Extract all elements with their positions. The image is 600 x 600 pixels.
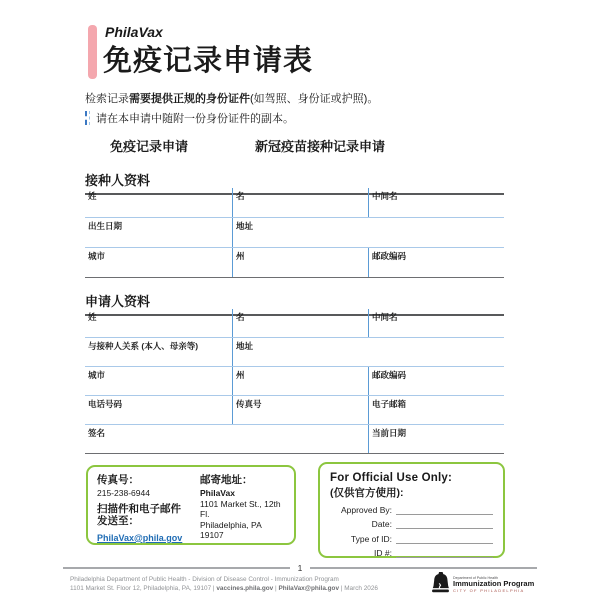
field-applicant-city[interactable] (85, 367, 232, 395)
type-of-id-label: Type of ID: (350, 533, 392, 544)
field-patient-address[interactable] (232, 218, 504, 247)
official-use-title-en: For Official Use Only: (330, 472, 452, 484)
table-row (85, 188, 504, 218)
field-patient-city[interactable] (85, 248, 232, 277)
logo-city: CITY OF PHILADELPHIA (453, 588, 525, 594)
immunization-program-logo (432, 572, 534, 598)
id-requirement-text (85, 90, 378, 106)
field-patient-middle-name[interactable] (368, 188, 504, 217)
brand-accent-bar (88, 25, 97, 79)
field-label: 邮政编码 (372, 370, 407, 380)
logo-text (453, 576, 534, 593)
field-patient-last-name[interactable] (85, 188, 232, 217)
type-of-id-input-line[interactable] (396, 529, 493, 544)
footer-text (70, 575, 378, 594)
field-label: 名 (236, 191, 245, 201)
logo-program: Immunization Program (453, 579, 535, 589)
field-label: 城市 (88, 251, 106, 261)
field-patient-zip[interactable] (368, 248, 504, 277)
rule-left (63, 567, 290, 569)
option-immunization-record[interactable]: 免疫记录申请 (110, 139, 189, 154)
table-row (85, 309, 504, 338)
field-applicant-zip[interactable] (368, 367, 504, 395)
field-applicant-first-name[interactable] (232, 309, 368, 337)
field-applicant-middle-name[interactable] (368, 309, 504, 337)
field-label: 城市 (88, 370, 106, 380)
patient-table (85, 188, 504, 278)
attach-copy-row (85, 110, 294, 126)
rule-right (310, 567, 537, 569)
section-title-patient: 接种人资料 (85, 170, 504, 195)
field-current-date[interactable] (368, 425, 504, 453)
official-field-row (330, 500, 493, 515)
footer-line1: Philadelphia Department of Public Health - Division of Disease Control - Immunization Program (70, 576, 339, 583)
table-row (85, 396, 504, 425)
field-label: 中间名 (372, 191, 398, 201)
field-label: 姓 (88, 191, 97, 201)
field-label: 传真号 (236, 399, 262, 409)
official-use-title-zh: (仅供官方使用): (330, 487, 404, 499)
official-use-box (318, 462, 505, 558)
contact-info-box (86, 465, 296, 545)
field-label: 姓 (88, 312, 97, 322)
footer-separator: | (273, 585, 279, 593)
field-applicant-fax[interactable] (232, 396, 368, 424)
field-applicant-relationship[interactable] (85, 338, 232, 366)
requirement-normal: 检索记录 (85, 93, 129, 105)
field-applicant-signature[interactable] (85, 425, 368, 453)
option-covid-vaccine-record[interactable]: 新冠疫苗接种记录申请 (255, 139, 386, 154)
footer-line2 (70, 584, 378, 593)
approved-by-label: Approved By: (340, 504, 392, 515)
footer-website-link[interactable]: vaccines.phila.gov (216, 585, 274, 593)
liberty-bell-icon (432, 572, 449, 598)
field-applicant-last-name[interactable] (85, 309, 232, 337)
field-label: 邮政编码 (372, 251, 407, 261)
field-patient-dob[interactable] (85, 218, 232, 247)
contact-mail-column (200, 474, 285, 540)
field-label: 名 (236, 312, 245, 322)
applicant-table (85, 309, 504, 454)
official-field-row (330, 515, 493, 530)
table-row (85, 367, 504, 396)
mail-address-line2: Philadelphia, PA 19107 (200, 519, 262, 540)
field-label: 中间名 (372, 312, 398, 322)
footer-date: | March 2026 (339, 585, 378, 593)
requirement-rest: (如驾照、身份证或护照)。 (250, 93, 379, 105)
field-applicant-phone[interactable] (85, 396, 232, 424)
field-applicant-email[interactable] (368, 396, 504, 424)
page-number: 1 (297, 563, 303, 573)
field-patient-state[interactable] (232, 248, 368, 277)
date-label: Date: (371, 519, 392, 529)
contact-fax-column (97, 474, 191, 543)
brand-name: PhilaVax (105, 24, 163, 40)
mail-address-label: 邮寄地址： (200, 474, 253, 486)
official-field-row (330, 529, 493, 544)
field-applicant-state[interactable] (232, 367, 368, 395)
table-row (85, 338, 504, 367)
field-patient-first-name[interactable] (232, 188, 368, 217)
contact-email-link[interactable]: PhilaVax@phila.gov (97, 532, 183, 543)
field-label: 与接种人关系 (本人、母亲等) (88, 341, 199, 351)
mail-name: PhilaVax (200, 487, 235, 498)
table-row (85, 425, 504, 454)
attach-copy-note: 请在本申请中随附一份身份证件的副本。 (96, 113, 294, 125)
requirement-bold: 需要提供正规的身份证件 (129, 93, 250, 105)
field-applicant-address[interactable] (232, 338, 504, 366)
field-label: 出生日期 (88, 221, 123, 231)
field-label: 签名 (88, 428, 106, 438)
field-label: 电子邮箱 (372, 399, 407, 409)
id-number-input-line[interactable] (396, 544, 493, 559)
field-label: 电话号码 (88, 399, 123, 409)
field-label: 地址 (236, 221, 254, 231)
official-field-row (330, 544, 493, 559)
section-title-applicant: 申请人资料 (85, 291, 504, 316)
mail-address-line1: 1101 Market St., 12th Fl. (200, 498, 281, 519)
attach-copy-checkbox[interactable] (85, 111, 90, 125)
fax-number: 215-238-6944 (97, 487, 150, 498)
field-label: 州 (236, 370, 245, 380)
footer-email-link[interactable]: PhilaVax@phila.gov (278, 585, 340, 593)
field-label: 地址 (236, 341, 254, 351)
table-row (85, 248, 504, 278)
date-input-line[interactable] (396, 515, 493, 530)
footer-address: 1101 Market St. Floor 12, Philadelphia, PA, 19107 | (70, 585, 217, 593)
page-title: 免疫记录申请表 (103, 45, 314, 77)
id-number-label: ID #: (374, 548, 392, 558)
approved-by-input-line[interactable] (396, 500, 493, 515)
field-label: 当前日期 (372, 428, 407, 438)
field-label: 州 (236, 251, 245, 261)
table-row (85, 218, 504, 248)
logo-department: Department of Public Health (453, 576, 498, 581)
scan-email-label: 扫描件和电子邮件发送至： (97, 502, 181, 528)
fax-label: 传真号： (97, 474, 139, 486)
